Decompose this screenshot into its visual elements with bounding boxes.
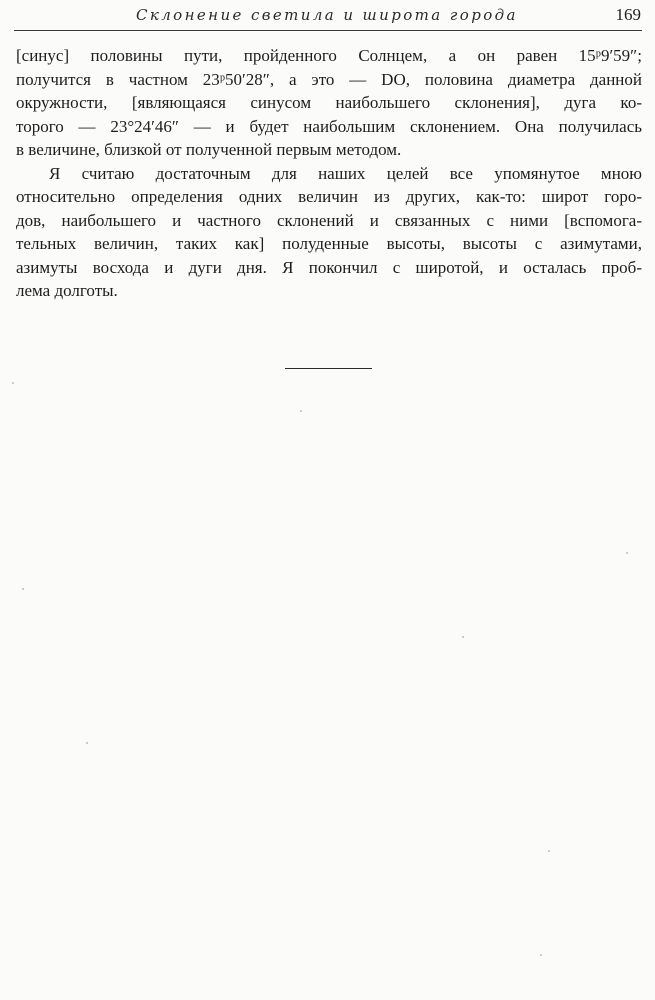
scan-speck [12,382,14,384]
text-line: окружности, [являющаяся синусом наибольшего склонения], дуга ко- [16,93,642,112]
text-line: азимуты восхода и дуги дня. Я покончил с широтой, и осталась проб- [16,257,642,277]
text-line: торого — 23°24′46″ — и будет наибольшим склонением. Она получилась [16,116,642,136]
text-line: тельных величин, таких как] полуденные высоты, высоты с азимутами, [16,234,642,253]
text-line: дов, наибольшего и частного склонений и связанных с ними [вспомога- [16,210,642,230]
header-rule [14,30,642,31]
scan-speck [540,954,542,956]
body-text [16,44,642,303]
text-line: лема долготы. [16,281,118,300]
page-number: 169 [615,5,641,24]
scan-speck [86,742,88,744]
scan-speck [300,410,302,412]
text-line: [синус] половины пути, пройденного Солнцем, а он равен 15ᵖ9′59″; [16,46,642,65]
text-line: относительно определения одних величин из других, как-то: широт горо- [16,187,642,206]
running-head: Склонение светила и широта города [136,6,518,24]
section-end-rule [285,368,372,369]
scan-speck [548,850,550,852]
text-line: Я считаю достаточным для наших целей все упомянутое мною [49,163,642,183]
paragraph-1 [16,44,642,162]
scan-speck [462,636,464,638]
scan-speck [626,552,628,554]
text-line: получится в частном 23ᵖ50′28″, а это — DO, половина диаметра данной [16,69,642,89]
text-line: в величине, близкой от полученной первым методом. [16,140,402,159]
paragraph-2 [16,162,642,303]
scan-speck [22,588,24,590]
